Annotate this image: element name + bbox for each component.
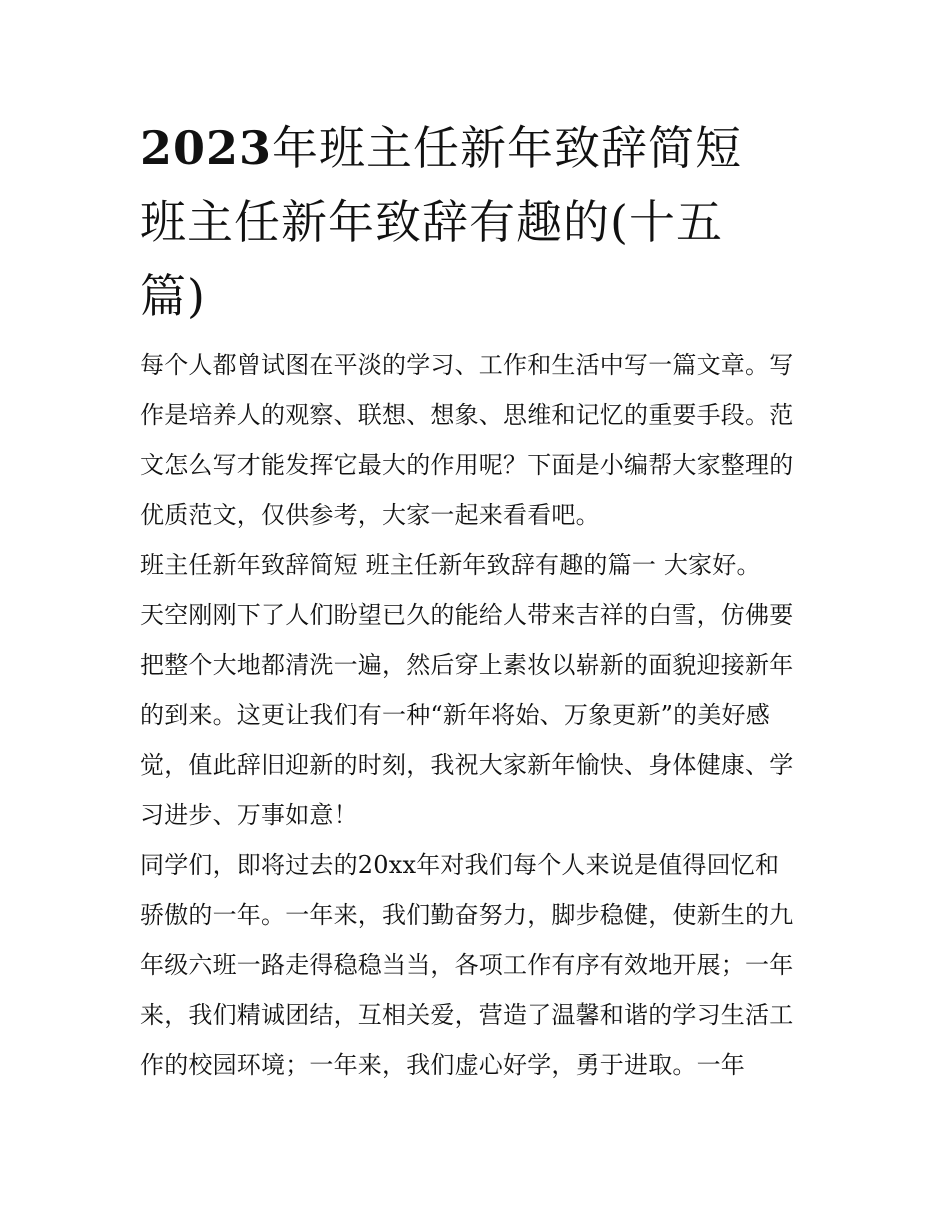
text-line: 作的校园环境；一年来，我们虚心好学，勇于进取。一年 [140,1051,745,1079]
text-line: 每个人都曾试图在平淡的学习、工作和生活中写一篇文章。写 [140,351,794,379]
text-line: 班主任新年致辞简短 班主任新年致辞有趣的篇一 大家好。 [140,551,761,579]
text-line: 同学们，即将过去的20xx年对我们每个人来说是值得回忆和 [140,851,780,879]
document-content [140,118,816,1090]
text-line: 优质范文，仅供参考，大家一起来看看吧。 [140,501,600,529]
intro-paragraph [140,340,816,540]
title-year: 2023 [140,121,273,175]
body-paragraph-2 [140,840,816,1090]
text-line: 骄傲的一年。一年来，我们勤奋努力，脚步稳健，使新生的九 [140,901,794,929]
text-line: 作是培养人的观察、联想、想象、思维和记忆的重要手段。范 [140,401,794,429]
text-line: 文怎么写才能发挥它最大的作用呢？下面是小编帮大家整理的 [140,451,794,479]
text-line: 的到来。这更让我们有一种“新年将始、万象更新”的美好感 [140,701,770,729]
document-title [140,118,816,326]
text-line: 天空刚刚下了人们盼望已久的能给人带来吉祥的白雪，仿佛要 [140,601,794,629]
title-line-3: 篇) [140,269,206,323]
title-line-2: 班主任新年致辞有趣的(十五 [140,195,723,249]
text-line: 年级六班一路走得稳稳当当，各项工作有序有效地开展；一年 [140,951,794,979]
title-line-1 [140,118,816,178]
text-line: 把整个大地都清洗一遍，然后穿上素妆以崭新的面貌迎接新年 [140,651,794,679]
text-line: 觉，值此辞旧迎新的时刻，我祝大家新年愉快、身体健康、学 [140,751,794,779]
section-heading-paragraph [140,540,816,590]
title-line-1-text: 年班主任新年致辞简短 [272,121,743,175]
body-paragraph-1 [140,590,816,840]
text-line: 来，我们精诚团结，互相关爱，营造了温馨和谐的学习生活工 [140,1001,794,1029]
text-line: 习进步、万事如意！ [140,801,358,829]
